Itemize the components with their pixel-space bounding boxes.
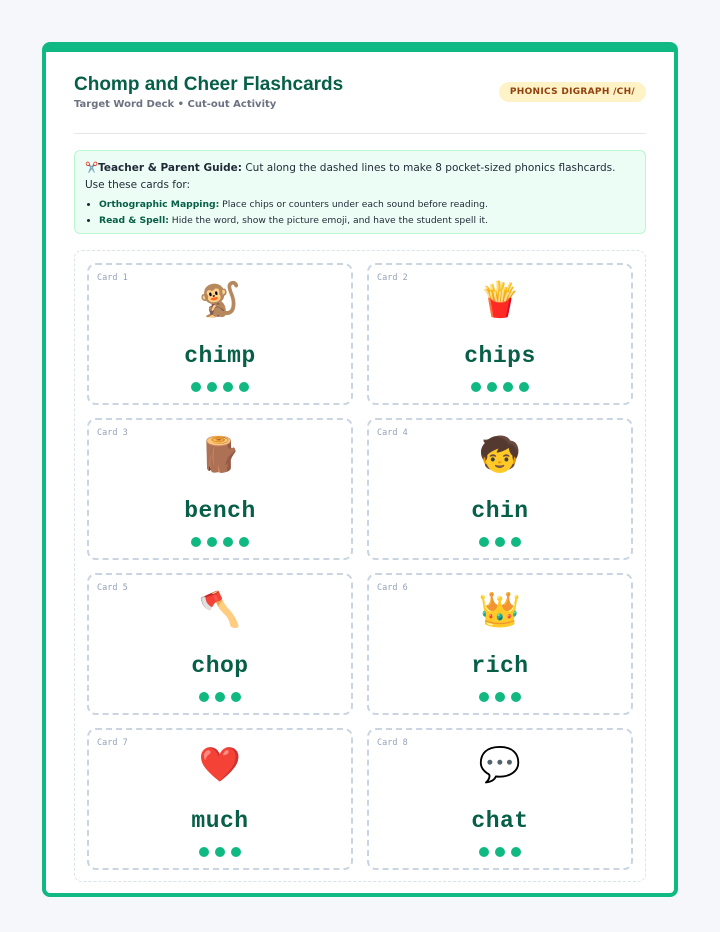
sound-dot <box>231 847 241 857</box>
crown-icon: 👑 <box>478 590 522 630</box>
flashcard-sheet <box>42 42 678 897</box>
flashcard[interactable] <box>87 418 353 560</box>
card-number: Card 3 <box>97 428 128 438</box>
sound-dot <box>231 692 241 702</box>
guide-item-read-spell <box>99 213 635 229</box>
sound-dots <box>369 842 631 854</box>
card-number: Card 5 <box>97 583 128 593</box>
sound-dot <box>495 537 505 547</box>
heart-icon: ❤️ <box>198 745 242 785</box>
flashcard[interactable] <box>87 573 353 715</box>
teacher-guide-box <box>74 150 646 234</box>
sound-dot <box>479 692 489 702</box>
sound-dot <box>199 692 209 702</box>
flashcard[interactable] <box>87 728 353 870</box>
page-subtitle: Target Word Deck • Cut-out Activity <box>74 99 277 110</box>
sound-dots <box>369 377 631 389</box>
guide-lead-text: Cut along the dashed lines to make 8 pocket-sized phonics flashcards. Use these cards for: <box>85 162 616 191</box>
scissors-icon: ✂️ <box>85 162 99 174</box>
sound-dot <box>471 382 481 392</box>
sound-dots <box>89 687 351 699</box>
sound-dot <box>215 692 225 702</box>
card-word: chin <box>471 498 529 524</box>
sound-dot <box>479 847 489 857</box>
guide-item-label: Orthographic Mapping: <box>99 199 220 210</box>
sound-dot <box>207 382 217 392</box>
flashcard[interactable] <box>367 728 633 870</box>
sound-dots <box>89 532 351 544</box>
guide-lead <box>85 160 635 194</box>
card-word: rich <box>471 653 529 679</box>
card-number: Card 1 <box>97 273 128 283</box>
sound-dot <box>199 847 209 857</box>
sound-dot <box>207 537 217 547</box>
card-word: much <box>191 808 249 834</box>
sound-dots <box>369 532 631 544</box>
sound-dot <box>223 382 233 392</box>
flashcard[interactable] <box>87 263 353 405</box>
sound-dot <box>239 382 249 392</box>
flashcard[interactable] <box>367 263 633 405</box>
card-word: chop <box>191 653 249 679</box>
sound-dot <box>223 537 233 547</box>
sound-dot <box>503 382 513 392</box>
header-divider <box>74 133 646 134</box>
sound-dot <box>479 537 489 547</box>
card-number: Card 2 <box>377 273 408 283</box>
phonics-badge: PHONICS DIGRAPH /CH/ <box>499 82 646 102</box>
page-title: Chomp and Cheer Flashcards <box>74 74 344 95</box>
flashcard[interactable] <box>367 573 633 715</box>
sound-dot <box>487 382 497 392</box>
sound-dot <box>191 537 201 547</box>
flashcard[interactable] <box>367 418 633 560</box>
sound-dots <box>89 842 351 854</box>
card-number: Card 8 <box>377 738 408 748</box>
guide-item-orthographic-mapping <box>99 197 635 213</box>
french-fries-icon: 🍟 <box>478 280 522 320</box>
axe-icon: 🪓 <box>198 590 242 630</box>
sound-dot <box>511 537 521 547</box>
sound-dot <box>239 537 249 547</box>
sound-dot <box>215 847 225 857</box>
sound-dot <box>511 692 521 702</box>
card-number: Card 4 <box>377 428 408 438</box>
card-word: chat <box>471 808 529 834</box>
wood-log-icon: 🪵 <box>198 435 242 475</box>
sound-dots <box>89 377 351 389</box>
child-face-icon: 🧒 <box>478 435 522 475</box>
flashcard-grid <box>74 250 646 882</box>
guide-item-label: Read & Spell: <box>99 215 169 226</box>
sound-dot <box>495 847 505 857</box>
sound-dots <box>369 687 631 699</box>
sound-dot <box>191 382 201 392</box>
sound-dot <box>519 382 529 392</box>
card-word: bench <box>184 498 256 524</box>
guide-item-text: Hide the word, show the picture emoji, and have the student spell it. <box>168 215 489 226</box>
card-word: chimp <box>184 343 256 369</box>
guide-lead-label: Teacher & Parent Guide: <box>98 162 242 174</box>
monkey-icon: 🐒 <box>198 280 242 320</box>
sound-dot <box>511 847 521 857</box>
sound-dot <box>495 692 505 702</box>
card-number: Card 6 <box>377 583 408 593</box>
speech-bubble-icon: 💬 <box>478 745 522 785</box>
guide-list <box>85 197 635 229</box>
guide-item-text: Place chips or counters under each sound before reading. <box>219 199 488 210</box>
card-word: chips <box>464 343 536 369</box>
card-number: Card 7 <box>97 738 128 748</box>
